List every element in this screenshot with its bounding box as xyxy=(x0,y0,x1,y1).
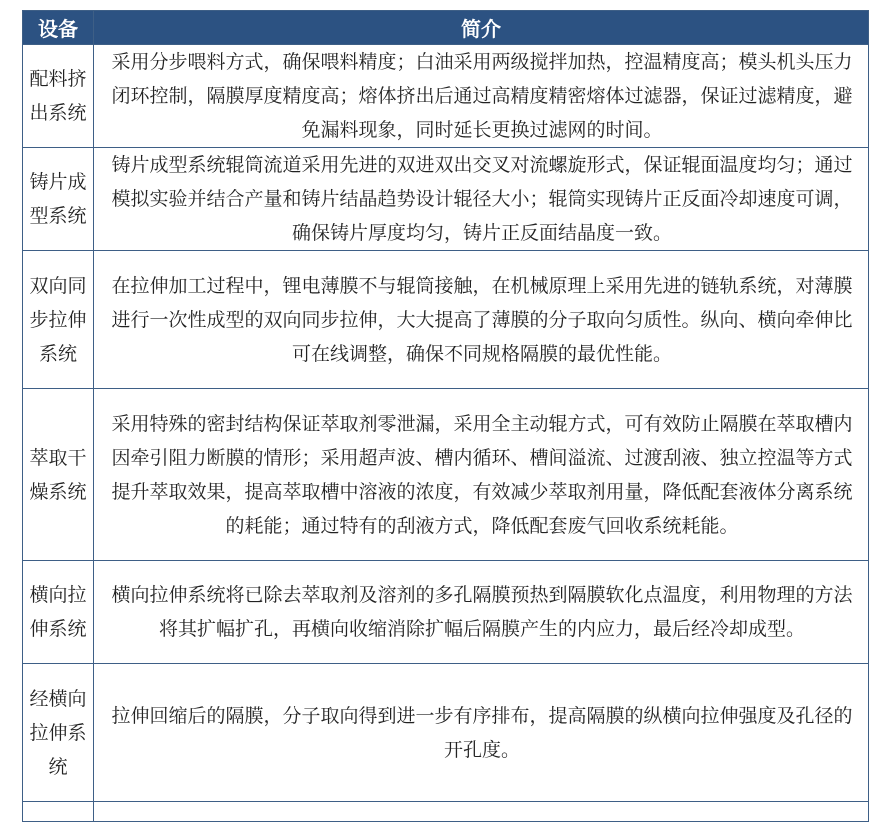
table-row xyxy=(23,561,869,664)
table-row xyxy=(23,389,869,561)
equipment-table xyxy=(22,10,869,822)
intro-cell: 铸片成型系统辊筒流道采用先进的双进双出交叉对流螺旋形式，保证辊面温度均匀；通过模拟实验并结合产量和铸片结晶趋势设计辊径大小；辊筒实现铸片正反面冷却速度可调，确保铸片厚度均匀，铸片正反面结晶度一致。 xyxy=(94,148,869,251)
table-row xyxy=(23,664,869,802)
intro-cell: 采用特殊的密封结构保证萃取剂零泄漏，采用全主动辊方式，可有效防止隔膜在萃取槽内因牵引阻力断膜的情形；采用超声波、槽内循环、槽间溢流、过渡刮液、独立控温等方式提升萃取效果，提高萃取槽中溶液的浓度，有效减少萃取剂用量，降低配套液体分离系统的耗能；通过特有的刮液方式，降低配套废气回收系统耗能。 xyxy=(94,389,869,561)
header-device: 设备 xyxy=(23,11,94,45)
intro-cell: 在拉伸加工过程中，锂电薄膜不与辊筒接触，在机械原理上采用先进的链轨系统，对薄膜进行一次性成型的双向同步拉伸，大大提高了薄膜的分子取向匀质性。纵向、横向牵伸比可在线调整，确保不同规格隔膜的最优性能。 xyxy=(94,251,869,389)
intro-cell: 拉伸回缩后的隔膜，分子取向得到进一步有序排布，提高隔膜的纵横向拉伸强度及孔径的开孔度。 xyxy=(94,664,869,802)
table-header-row xyxy=(23,11,869,45)
device-cell: 经横向拉伸系统 xyxy=(23,664,94,802)
table-row xyxy=(23,148,869,251)
intro-cell: 横向拉伸系统将已除去萃取剂及溶剂的多孔隔膜预热到隔膜软化点温度，利用物理的方法将其扩幅扩孔，再横向收缩消除扩幅后隔膜产生的内应力，最后经冷却成型。 xyxy=(94,561,869,664)
device-cell: 配料挤出系统 xyxy=(23,45,94,148)
intro-cell: 采用分步喂料方式，确保喂料精度；白油采用两级搅拌加热，控温精度高；模头机头压力闭环控制，隔膜厚度精度高；熔体挤出后通过高精度精密熔体过滤器，保证过滤精度，避免漏料现象，同时延长更换过滤网的时间。 xyxy=(94,45,869,148)
header-intro: 简介 xyxy=(94,11,869,45)
table-row-partial xyxy=(23,802,869,822)
device-cell: 横向拉伸系统 xyxy=(23,561,94,664)
table-row xyxy=(23,251,869,389)
device-cell xyxy=(23,802,94,822)
device-cell: 铸片成型系统 xyxy=(23,148,94,251)
device-cell: 双向同步拉伸系统 xyxy=(23,251,94,389)
table-row xyxy=(23,45,869,148)
intro-cell xyxy=(94,802,869,822)
device-cell: 萃取干燥系统 xyxy=(23,389,94,561)
